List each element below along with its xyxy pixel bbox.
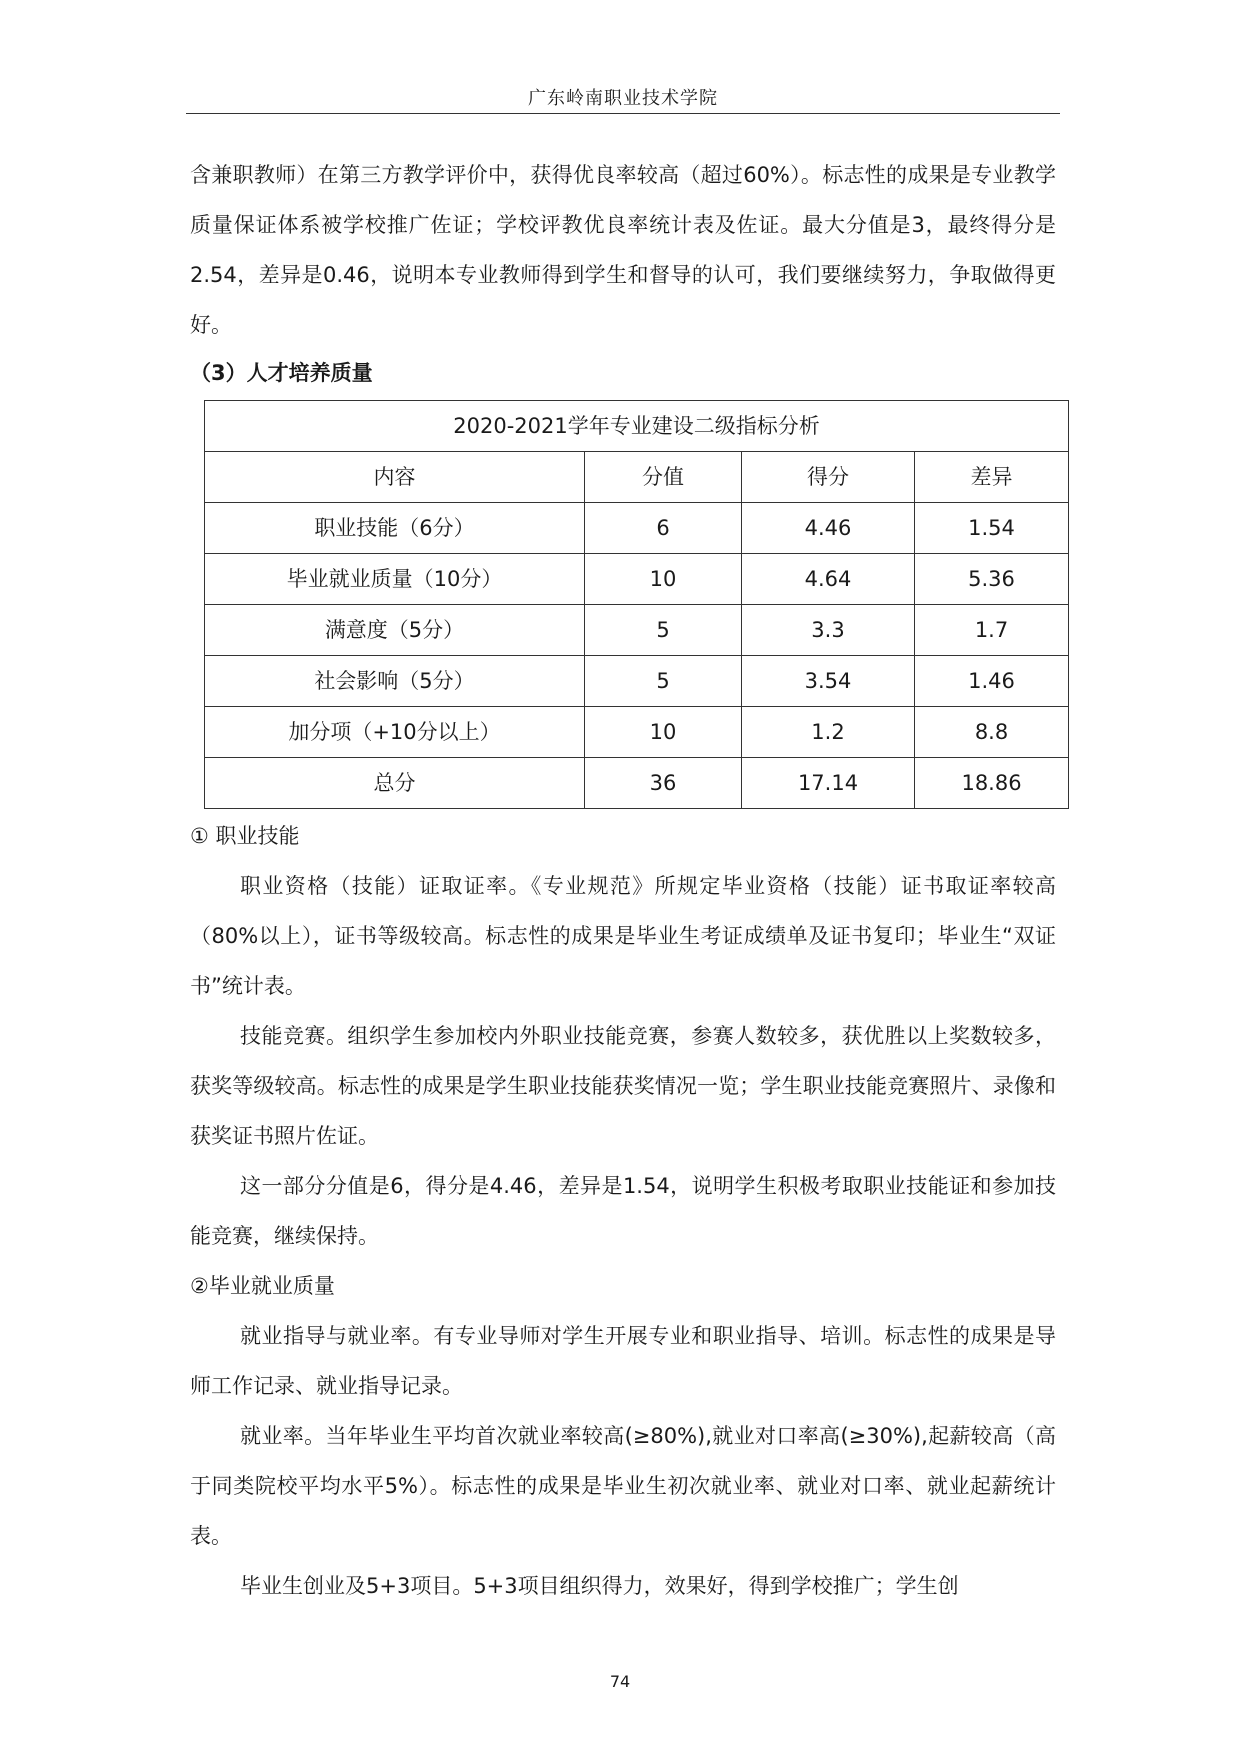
table-cell: 3.54 [742, 656, 915, 707]
intro-paragraph: 含兼职教师）在第三方教学评价中，获得优良率较高（超过60%）。标志性的成果是专业教学质量保证体系被学校推广佐证；学校评教优良率统计表及佐证。最大分值是3，最终得分是2.54，差异是0.46，说明本专业教师得到学生和督导的认可，我们要继续努力，争取做得更好。 [190, 163, 1056, 337]
table-cell: 1.46 [915, 656, 1069, 707]
table-cell: 总分 [205, 758, 585, 809]
table-row [205, 503, 1069, 554]
table-cell: 1.54 [915, 503, 1069, 554]
table-cell: 加分项（+10分以上） [205, 707, 585, 758]
table-cell: 5.36 [915, 554, 1069, 605]
table-cell: 满意度（5分） [205, 605, 585, 656]
table-cell: 4.46 [742, 503, 915, 554]
table-cell: 5 [585, 656, 742, 707]
table-caption-row [205, 401, 1069, 452]
table-cell: 3.3 [742, 605, 915, 656]
table-cell: 5 [585, 605, 742, 656]
table-row [205, 605, 1069, 656]
subsection-heading-employment: ②毕业就业质量 [190, 1274, 335, 1298]
paragraph: 就业率。当年毕业生平均首次就业率较高(≥80%),就业对口率高(≥30%),起薪较高（高于同类院校平均水平5%）。标志性的成果是毕业生初次就业率、就业对口率、就业起薪统计表。 [190, 1424, 1056, 1548]
indicator-table [204, 400, 1069, 809]
table-cell: 10 [585, 554, 742, 605]
paragraph: 职业资格（技能）证取证率。《专业规范》所规定毕业资格（技能）证书取证率较高（80%以上），证书等级较高。标志性的成果是毕业生考证成绩单及证书复印；毕业生“双证书”统计表。 [190, 874, 1056, 998]
table-cell: 毕业就业质量（10分） [205, 554, 585, 605]
table-row-total [205, 758, 1069, 809]
header-divider [186, 113, 1060, 114]
table-cell: 10 [585, 707, 742, 758]
section-heading: （3）人才培养质量 [190, 361, 373, 385]
table-cell: 17.14 [742, 758, 915, 809]
table-cell: 社会影响（5分） [205, 656, 585, 707]
table-caption: 2020-2021学年专业建设二级指标分析 [205, 401, 1069, 452]
column-header: 分值 [585, 452, 742, 503]
table-row [205, 656, 1069, 707]
page-header-title: 广东岭南职业技术学院 [528, 88, 718, 109]
table-cell: 4.64 [742, 554, 915, 605]
page-content [190, 150, 1056, 1611]
table-cell: 1.2 [742, 707, 915, 758]
column-header: 内容 [205, 452, 585, 503]
subsection-heading-skills: ① 职业技能 [190, 824, 300, 848]
paragraph: 这一部分分值是6，得分是4.46，差异是1.54，说明学生积极考取职业技能证和参加技能竞赛，继续保持。 [190, 1174, 1056, 1248]
table-cell: 8.8 [915, 707, 1069, 758]
table-header-row [205, 452, 1069, 503]
table-row [205, 707, 1069, 758]
table-row [205, 554, 1069, 605]
paragraph: 技能竞赛。组织学生参加校内外职业技能竞赛，参赛人数较多，获优胜以上奖数较多，获奖等级较高。标志性的成果是学生职业技能获奖情况一览；学生职业技能竞赛照片、录像和获奖证书照片佐证。 [190, 1024, 1056, 1148]
page-number: 74 [609, 1672, 631, 1691]
table-cell: 6 [585, 503, 742, 554]
paragraph: 毕业生创业及5+3项目。5+3项目组织得力，效果好，得到学校推广；学生创 [240, 1574, 959, 1598]
table-cell: 1.7 [915, 605, 1069, 656]
paragraph: 就业指导与就业率。有专业导师对学生开展专业和职业指导、培训。标志性的成果是导师工作记录、就业指导记录。 [190, 1324, 1056, 1398]
column-header: 差异 [915, 452, 1069, 503]
table-cell: 18.86 [915, 758, 1069, 809]
column-header: 得分 [742, 452, 915, 503]
table-cell: 职业技能（6分） [205, 503, 585, 554]
table-cell: 36 [585, 758, 742, 809]
